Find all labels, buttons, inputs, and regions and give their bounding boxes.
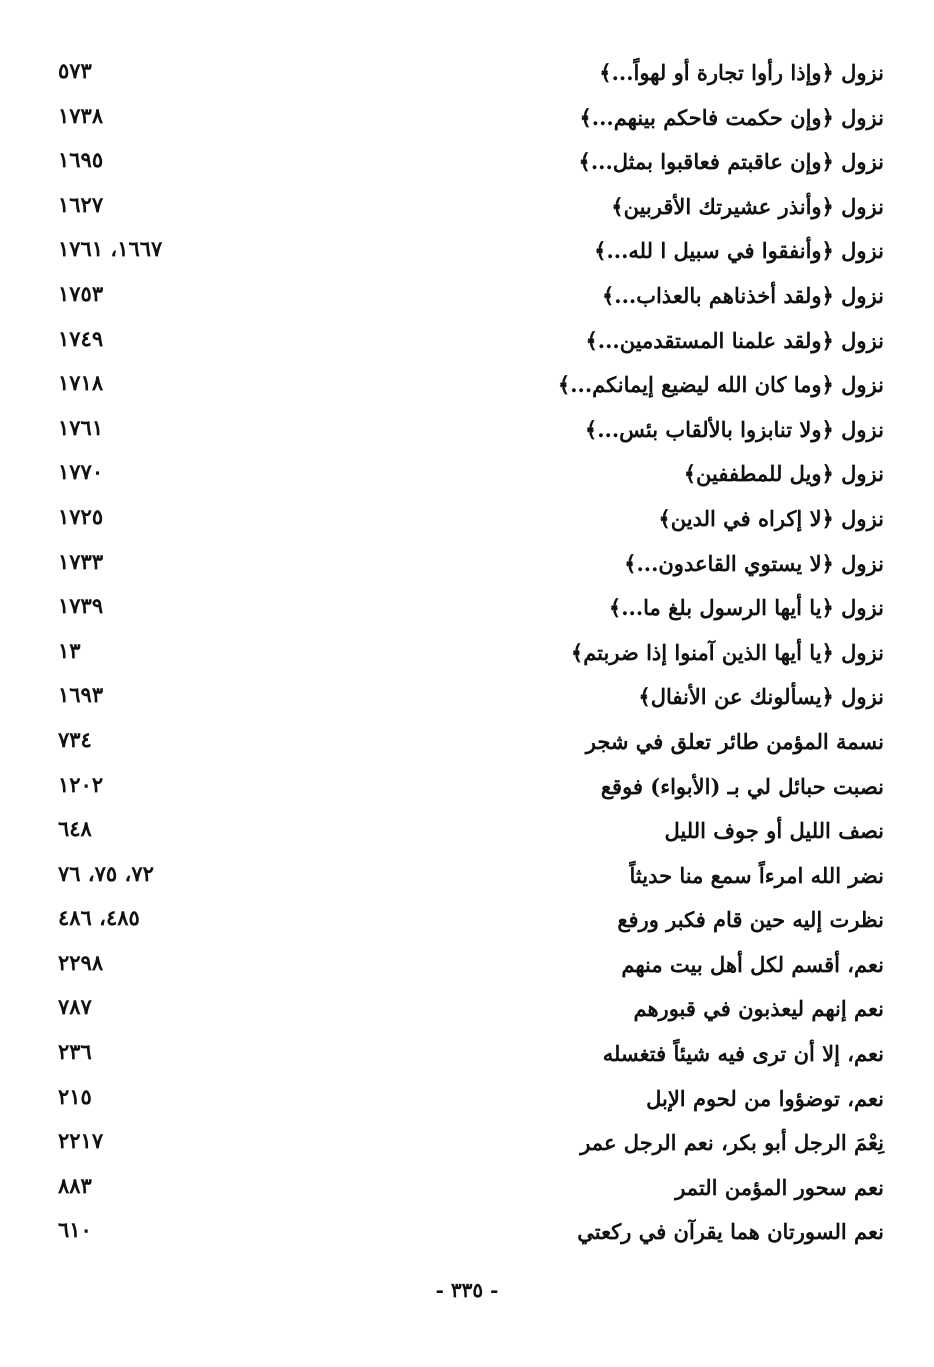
entry-page-numbers: ١٦٢٧ [58,191,104,217]
entry-page-numbers: ٢٢٩٨ [58,949,104,975]
entry-text: نعم، توضؤوا من لحوم الإبل [646,1085,884,1111]
index-entry [0,676,934,721]
entry-text: نسمة المؤمن طائر تعلق في شجر [585,728,884,754]
entry-page-numbers: ١٧٢٥ [58,503,104,529]
index-entry [0,141,934,186]
index-entry [0,409,934,454]
entry-page-numbers: ٧٨٧ [58,994,92,1020]
index-entry [0,97,934,142]
entry-text: نعم السورتان هما يقرآن في ركعتي [577,1219,884,1245]
entry-page-numbers: ١٦٩٥ [58,147,104,173]
index-entry [0,1211,934,1256]
entry-text: نزول ﴿ويل للمطففين﴾ [683,461,884,487]
entry-page-numbers: ١٧٧٠ [58,459,104,485]
index-entry [0,1078,934,1123]
entry-text: نزول ﴿وأنفقوا في سبيل ا لله...﴾ [594,238,884,264]
index-entry [0,855,934,900]
index-entry [0,721,934,766]
index-entry [0,275,934,320]
entry-text: نِعْمَ الرجل أبو بكر، نعم الرجل عمر [580,1130,884,1156]
entry-text: نصف الليل أو جوف الليل [664,818,884,844]
entry-page-numbers: ٢٣٦ [58,1039,92,1065]
entry-text: نزول ﴿ولقد أخذناهم بالعذاب...﴾ [601,282,884,308]
index-entry [0,186,934,231]
entry-page-numbers: ٦٤٨ [58,816,92,842]
entry-page-numbers: ١٧٣٣ [58,548,104,574]
entry-page-numbers: ٦١٠ [58,1217,92,1243]
entry-text: نظرت إليه حين قام فكبر ورفع [617,907,884,933]
index-entry [0,899,934,944]
entry-page-numbers: ١٧٦١ [58,414,104,440]
entry-page-numbers: ٥٧٣ [58,58,92,83]
entry-page-numbers: ٧٣٤ [58,726,92,752]
index-entry [0,1033,934,1078]
entry-text: نزول ﴿يا أيها الرسول بلغ ما...﴾ [608,595,884,621]
entry-page-numbers: ١٢٠٢ [58,771,104,797]
index-entry [0,988,934,1033]
entry-text: نعم إنهم ليعذبون في قبورهم [633,996,884,1022]
entry-text: نعم، أقسم لكل أهل بيت منهم [621,951,884,977]
entry-page-numbers: ١٧٤٩ [58,325,104,351]
entry-page-numbers: ٢١٥ [58,1083,92,1109]
entry-text: نزول ﴿يا أيها الذين آمنوا إذا ضربتم﴾ [570,639,884,665]
entry-text: نزول ﴿وإن حكمت فاحكم بينهم...﴾ [579,104,884,130]
entry-text: نزول ﴿وإذا رأوا تجارة أو لهواً...﴾ [599,60,884,85]
entry-text: نزول ﴿ولا تنابزوا بالألقاب بئس...﴾ [584,416,884,442]
entry-text: نزول ﴿لا يستوي القاعدون...﴾ [624,550,884,576]
entry-text: نزول ﴿يسألونك عن الأنفال﴾ [638,684,884,710]
page-number: - ٣٣٥ - [435,1278,499,1302]
index-entry [0,364,934,409]
index-entry [0,320,934,365]
entry-page-numbers: ٢٢١٧ [58,1128,104,1154]
entry-text: نزول ﴿لا إكراه في الدين﴾ [658,505,884,531]
index-entry [0,944,934,989]
entry-page-numbers: ٤٨٥، ٤٨٦ [58,905,140,931]
entry-text: نزول ﴿وإن عاقبتم فعاقبوا بمثل...﴾ [578,149,884,175]
index-entry [0,587,934,632]
entry-page-numbers: ١٣ [58,637,81,663]
index-entry-list [0,52,934,1256]
entry-text: نضر الله امرءاً سمع منا حديثاً [629,862,884,888]
index-entry [0,498,934,543]
index-entry [0,766,934,811]
index-entry [0,1167,934,1212]
index-entry [0,632,934,677]
entry-page-numbers: ١٧٣٨ [58,102,104,128]
entry-text: نزول ﴿ولقد علمنا المستقدمين...﴾ [585,327,884,353]
entry-page-numbers: ٧٢، ٧٥، ٧٦ [58,860,154,886]
entry-page-numbers: ١٧١٨ [58,370,104,396]
entry-text: نزول ﴿وما كان الله ليضيع إيمانكم...﴾ [557,372,884,398]
index-entry [0,230,934,275]
index-entry [0,52,934,97]
entry-page-numbers: ٨٨٣ [58,1172,92,1198]
entry-page-numbers: ١٦٦٧، ١٧٦١ [58,236,163,262]
entry-text: نزول ﴿وأنذر عشيرتك الأقربين﴾ [611,193,884,219]
entry-text: نعم سحور المؤمن التمر [675,1174,884,1200]
entry-page-numbers: ١٧٥٣ [58,280,104,306]
entry-text: نعم، إلا أن ترى فيه شيئاً فتغسله [602,1041,884,1067]
entry-page-numbers: ١٧٣٩ [58,593,104,619]
entry-page-numbers: ١٦٩٣ [58,682,104,708]
index-entry [0,810,934,855]
index-entry [0,543,934,588]
entry-text: نصبت حبائل لي بـ (الأبواء) فوقع [600,773,884,799]
index-entry [0,453,934,498]
index-entry [0,1122,934,1167]
